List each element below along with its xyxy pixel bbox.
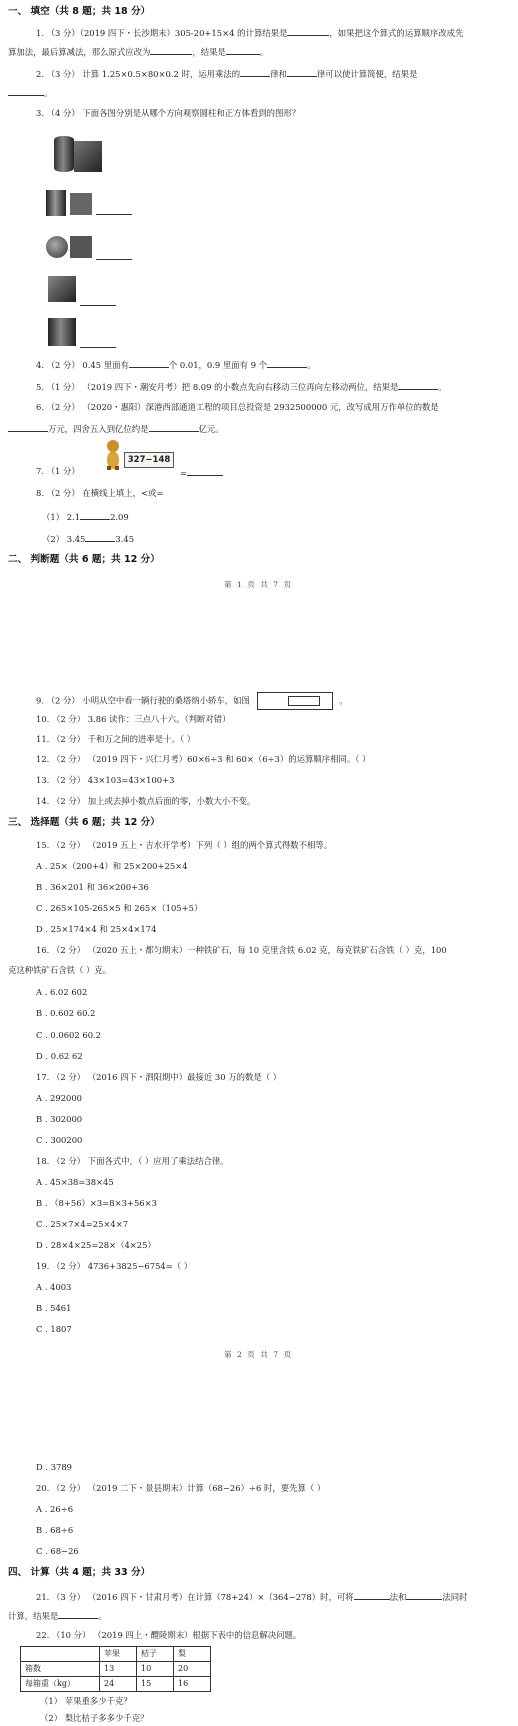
question-8-stem: 8. （2 分） 在横线上填上，<或=	[36, 488, 164, 498]
question-22-stem: 22. （10 分） （2019 四上・醴陵期末）根据下表中的信息解决问题。	[36, 1630, 302, 1640]
option-c: C . 25×7×4=25×4×7	[36, 1219, 129, 1229]
table-cell: 苹果	[100, 1647, 137, 1662]
option-a: A . 4003	[36, 1282, 72, 1292]
question-14: 14. （2 分） 加上或去掉小数点后面的零，小数大小不变。	[36, 796, 256, 806]
question-2-line-2: 。	[8, 86, 52, 98]
question-1-line-1: 1. （3 分）（2019 四下・长沙期末）305-20+15×4 的计算结果是 ，如果把这个算式的运算顺序改成先	[36, 28, 464, 38]
question-2-line-1: 2. （3 分） 计算 1.25×0.5×80×0.2 时，运用乘法的 律和 律可以使计算简便，结果是	[36, 69, 418, 79]
answer-blank	[85, 532, 115, 542]
option-d: D . 3789	[36, 1462, 73, 1472]
option-a: A . 292000	[36, 1093, 83, 1103]
page-footer-1: 第 1 页 共 7 页	[224, 580, 293, 589]
question-21-line-1: 21. （3 分） （2016 四下・甘肃月考）在计算（78+24）×（364−278）时，可将 法和 法同时	[36, 1592, 468, 1602]
question-16-stem: 16. （2 分） （2020 五上・都匀期末）一种铁矿石，每 10 克里含铁 6.02 克，每克铁矿石含铁（ ）克，100	[36, 945, 447, 955]
answer-blank	[8, 422, 48, 432]
option-b: B . 302000	[36, 1114, 83, 1124]
answer-blank	[187, 466, 223, 476]
cube-with-cylinder-view	[48, 276, 76, 302]
option-b: B . 0.602 60.2	[36, 1008, 96, 1018]
page-footer-2: 第 2 页 共 7 页	[224, 1350, 293, 1359]
question-19-stem: 19. （2 分） 4736+3825−6754=（ ）	[36, 1261, 193, 1271]
option-d: D . 28×4×25=28×（4×25）	[36, 1240, 156, 1250]
circle-view	[46, 236, 68, 258]
question-7-label: 7. （1 分）	[36, 466, 80, 476]
question-22-part-1: （1） 苹果重多少千克？	[40, 1696, 132, 1706]
table-cell: 15	[137, 1677, 174, 1692]
answer-blank	[267, 358, 307, 368]
option-b: B . 68÷6	[36, 1525, 74, 1535]
question-21-line-2: 计算，结果是 。	[8, 1611, 107, 1621]
option-d: D . 25×174×4 和 25×4×174	[36, 924, 157, 934]
answer-blank	[80, 338, 116, 348]
option-b: B . 5461	[36, 1303, 72, 1313]
table-header-row	[21, 1647, 211, 1662]
answer-blank	[398, 380, 438, 390]
answer-blank	[287, 26, 329, 36]
question-12: 12. （2 分） （2019 四下・兴仁月考）60×6÷3 和 60×（6÷3）的运算顺序相同。（ ）	[36, 754, 371, 764]
table-cell: 24	[100, 1677, 137, 1692]
answer-blank	[129, 358, 169, 368]
answer-blank	[287, 67, 317, 77]
table-row	[21, 1662, 211, 1677]
answer-blank	[58, 1609, 98, 1619]
cube-figure	[74, 141, 102, 172]
table-cell: 16	[174, 1677, 211, 1692]
answer-blank	[96, 250, 132, 260]
square-view	[70, 236, 92, 258]
table-row	[21, 1677, 211, 1692]
answer-blank	[406, 1590, 442, 1600]
cylinder-figure	[54, 136, 74, 172]
option-c: C . 300200	[36, 1135, 83, 1145]
table-cell: 每箱重（kg）	[21, 1677, 100, 1692]
section-1-title: 一、 填空（共 8 题；共 18 分）	[8, 6, 151, 17]
question-16-stem-2: 克这种铁矿石含铁（ ）克。	[8, 965, 112, 975]
answer-blank	[8, 86, 44, 96]
answer-blank	[80, 296, 116, 306]
option-a: A . 25×（200+4）和 25×200+25×4	[36, 861, 188, 871]
fruit-table	[20, 1646, 211, 1692]
table-cell: 箱数	[21, 1662, 100, 1677]
section-4-title: 四、 计算（共 4 题；共 33 分）	[8, 1567, 151, 1578]
table-cell: 桔子	[137, 1647, 174, 1662]
option-c: C . 265×105-265×5 和 265×（105+5）	[36, 903, 203, 913]
question-1-line-2: 算加法，最后算减法，那么原式应改为 ，结果是 。	[8, 47, 269, 57]
question-20-stem: 20. （2 分） （2019 二下・景县期末）计算（68−26）÷6 时，要先算（ ）	[36, 1483, 326, 1493]
question-3-stem: 3. （4 分） 下面各图分别是从哪个方向观察圆柱和正方体看到的图形？	[36, 108, 301, 118]
question-13: 13. （2 分） 43×103=43×100+3	[36, 775, 175, 785]
question-17-stem: 17. （2 分） （2016 四下・泗阳期中）最接近 30 万的数是（ ）	[36, 1072, 282, 1082]
question-7-answer: =	[180, 466, 223, 478]
section-2-title: 二、 判断题（共 6 题；共 12 分）	[8, 554, 160, 565]
answer-blank	[96, 205, 132, 215]
answer-blank	[150, 45, 192, 55]
question-6-line-1: 6. （2 分） （2020・惠阳）深港西部通道工程的项目总投资是 2932500000 元，改写成用万作单位的数是	[36, 402, 439, 412]
option-c: C . 0.0602 60.2	[36, 1030, 102, 1040]
sign-board: 327−148	[124, 452, 174, 468]
table-cell	[21, 1647, 100, 1662]
table-cell: 13	[100, 1662, 137, 1677]
table-cell: 10	[137, 1662, 174, 1677]
option-c: C . 68−26	[36, 1546, 79, 1556]
answer-blank	[149, 422, 199, 432]
option-a: A . 6.02 602	[36, 987, 88, 997]
car-top-view-figure	[257, 692, 333, 710]
cylinder-side-view	[46, 190, 66, 216]
answer-blank	[240, 67, 270, 77]
option-b: B . （8+56）×3=8×3+56×3	[36, 1198, 157, 1208]
answer-blank	[354, 1590, 390, 1600]
question-11: 11. （2 分） 千和万之间的进率是十。（ ）	[36, 734, 196, 744]
question-8-row-2: （2） 3.45 3.45	[42, 534, 135, 544]
option-a: A . 45×38=38×45	[36, 1177, 114, 1187]
question-10: 10. （2 分） 3.86 读作：三点八十六。（判断对错）	[36, 714, 231, 724]
cartoon-dog-icon	[104, 438, 126, 470]
question-18-stem: 18. （2 分） 下面各式中，（ ）应用了乘法结合律。	[36, 1156, 229, 1166]
table-cell: 梨	[174, 1647, 211, 1662]
option-d: D . 0.62 62	[36, 1051, 83, 1061]
cylinder-front-view	[48, 318, 76, 346]
question-22-part-2: （2） 梨比桔子多多少千克？	[40, 1713, 149, 1723]
question-6-line-2: 万元，四舍五入到亿位约是 亿元。	[8, 422, 224, 434]
square-view	[70, 193, 92, 215]
question-15-stem: 15. （2 分） （2019 五上・吉水开学考）下列（ ）组的两个算式得数不相等。	[36, 840, 333, 850]
answer-blank	[226, 45, 260, 55]
question-9: 9. （2 分） 小明从空中看一辆行驶的桑塔纳小轿车，如图 。	[36, 692, 348, 710]
table-cell: 20	[174, 1662, 211, 1677]
question-8-row-1: （1） 2.1 2.09	[42, 512, 129, 522]
question-4: 4. （2 分） 0.45 里面有 个 0.01，0.9 里面有 9 个 。	[36, 360, 316, 370]
answer-blank	[80, 510, 110, 520]
option-a: A . 26÷6	[36, 1504, 74, 1514]
option-c: C . 1807	[36, 1324, 72, 1334]
section-3-title: 三、 选择题（共 6 题；共 12 分）	[8, 817, 160, 828]
option-b: B . 36×201 和 36×200+36	[36, 882, 149, 892]
question-5: 5. （1 分） （2019 四下・潮安月考）把 8.09 的小数点先向右移动三位再向左移动两位，结果是 。	[36, 382, 447, 392]
